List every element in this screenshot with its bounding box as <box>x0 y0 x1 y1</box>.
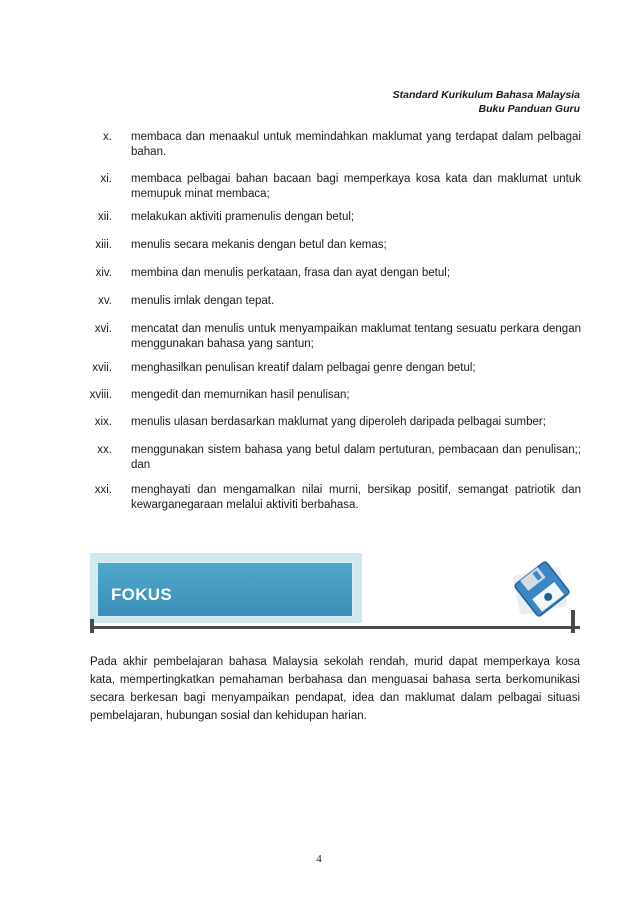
item-text: menulis secara mekanis dengan betul dan kemas; <box>131 239 387 251</box>
page-number: 4 <box>316 853 322 865</box>
item-number: xvii. <box>92 362 112 374</box>
item-text: menulis ulasan berdasarkan maklumat yang diperoleh daripada pelbagai sumber; <box>131 416 546 428</box>
item-number: xiv. <box>95 267 112 279</box>
item-text: menghasilkan penulisan kreatif dalam pelbagai genre dengan betul; <box>131 362 476 374</box>
fokus-divider-left-post <box>90 619 94 633</box>
item-text: melakukan aktiviti pramenulis dengan betul; <box>131 211 355 223</box>
item-text: menulis imlak dengan tepat. <box>131 295 275 307</box>
item-number: xiii. <box>95 239 112 251</box>
item-number: xviii. <box>89 389 112 401</box>
item-text: menggunakan sistem bahasa yang betul dalam pertuturan, pembacaan dan penulisan;; dan <box>131 444 581 471</box>
item-text: mencatat dan menulis untuk menyampaikan maklumat tentang sesuatu perkara dengan menggunakan bahasa yang santun; <box>131 323 581 350</box>
item-number: xix. <box>94 416 112 428</box>
item-number: xxi. <box>94 484 112 496</box>
header-title: Standard Kurikulum Bahasa Malaysia <box>392 89 580 101</box>
fokus-title: FOKUS <box>111 585 172 604</box>
fokus-paragraph: Pada akhir pembelajaran bahasa Malaysia sekolah rendah, murid dapat memperkaya kosa kata, mempertingkatkan pemahaman berbahasa dan menguasai bahasa serta berkomunikasi secara berkesan bagi menyampaikan pendapat, idea dan maklumat dalam pelbagai situasi pembelajaran, hubungan sosial dan kehidupan harian. <box>90 656 580 722</box>
item-text: mengedit dan memurnikan hasil penulisan; <box>131 389 350 401</box>
running-header <box>393 89 580 116</box>
item-number: xii. <box>97 211 112 223</box>
item-text: membina dan menulis perkataan, frasa dan ayat dengan betul; <box>131 267 451 279</box>
item-text: membaca pelbagai bahan bacaan bagi memperkaya kosa kata dan maklumat untuk memupuk minat membaca; <box>131 173 581 200</box>
item-number: xi. <box>100 173 112 185</box>
item-number: xv. <box>98 295 112 307</box>
fokus-divider <box>90 626 580 629</box>
item-text: menghayati dan mengamalkan nilai murni, bersikap positif, semangat patriotik dan kewarganegaraan melalui aktiviti berbahasa. <box>131 484 581 511</box>
fokus-banner <box>90 553 580 643</box>
item-number: xx. <box>97 444 112 456</box>
header-subtitle: Buku Panduan Guru <box>478 102 580 115</box>
item-number: x. <box>103 131 112 143</box>
fokus-box <box>96 561 354 618</box>
item-number: xvi. <box>94 323 112 335</box>
floppy-disk-icon <box>510 557 574 621</box>
item-text: membaca dan menaakul untuk memindahkan maklumat yang terdapat dalam pelbagai bahan. <box>131 131 581 158</box>
